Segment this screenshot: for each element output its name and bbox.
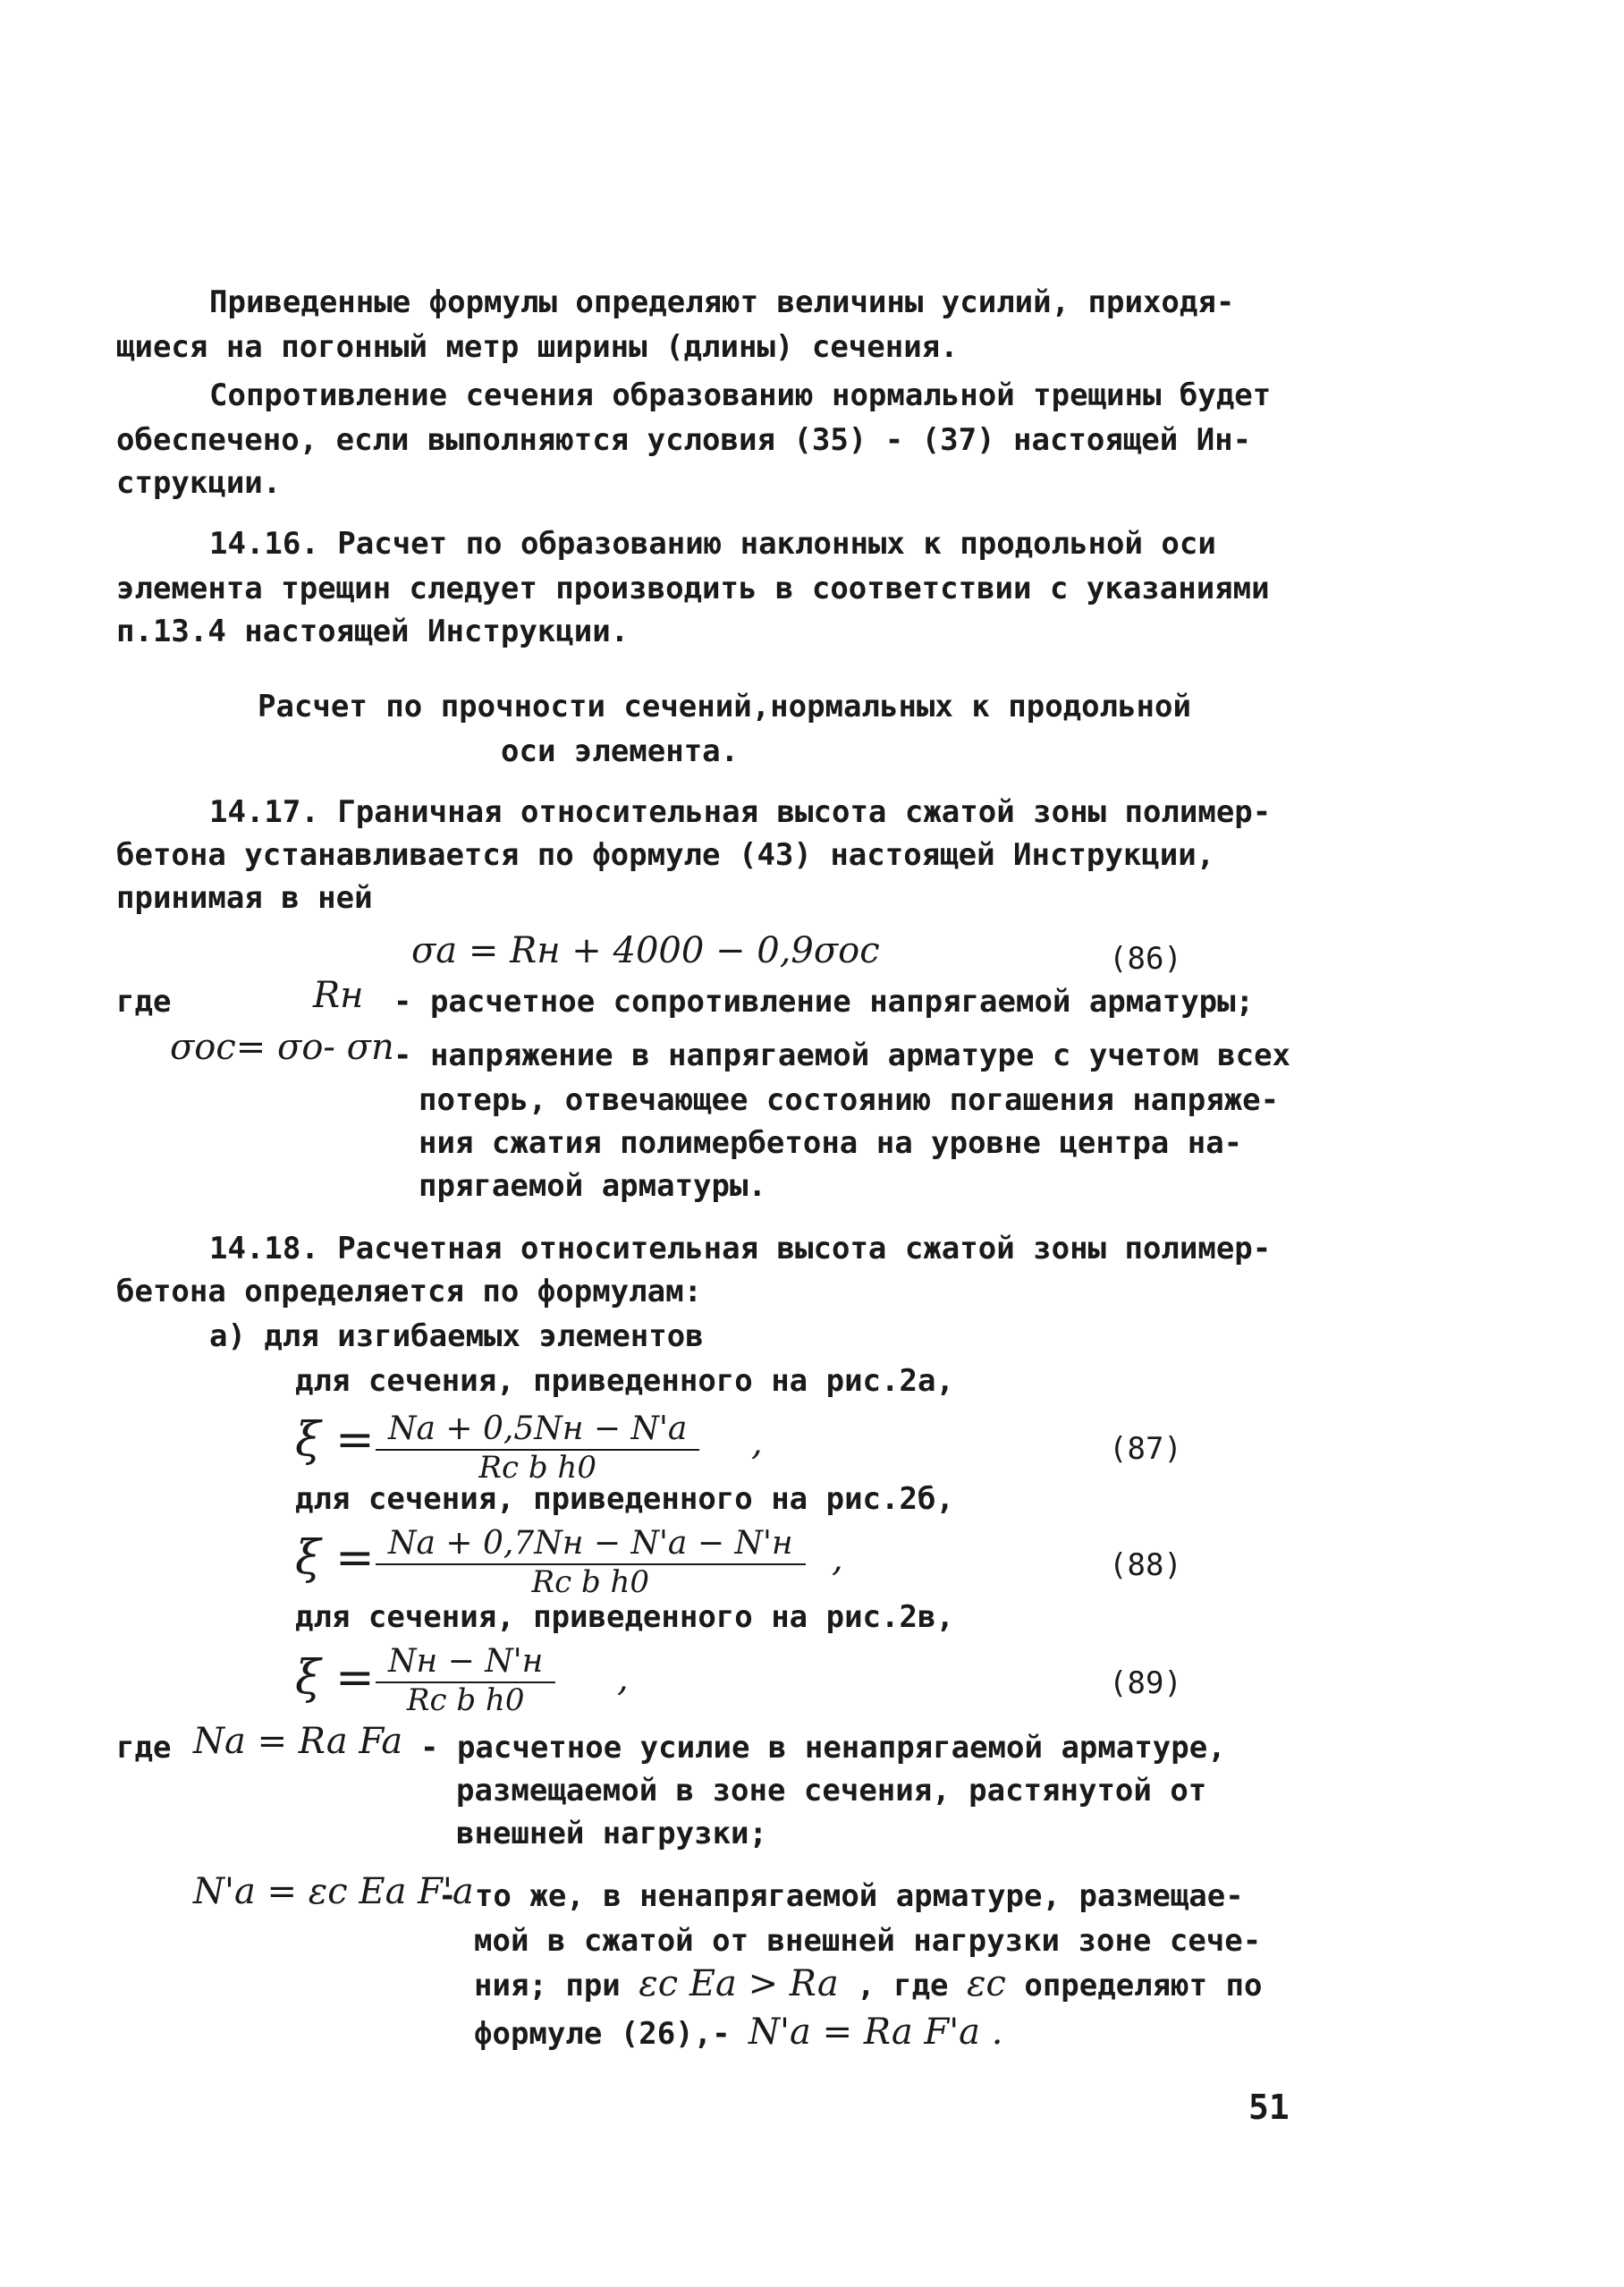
def2-symbol: σoc= σo- σn xyxy=(170,1027,394,1068)
eq88-numerator: Na + 0,7Nн − N'a − N'н xyxy=(376,1526,806,1565)
p4-line-2: бетона устанавливается по формуле (43) настоящей Инструкции, xyxy=(116,837,1215,873)
eq87-tail: , xyxy=(751,1422,763,1463)
def3-line-1: - расчетное усилие в ненапрягаемой арматуре, xyxy=(420,1730,1226,1766)
p5-line-1: 14.18. Расчетная относительная высота сжатой зоны полимер- xyxy=(209,1231,1272,1266)
equation-88-number: (88) xyxy=(1109,1547,1182,1583)
eq88-fraction xyxy=(376,1526,806,1599)
def4-line-3-formula: εc Ea > Ra xyxy=(639,1963,839,2004)
def2-line-4: прягаемой арматуры. xyxy=(419,1168,766,1204)
def4-line-1: - то же, в ненапрягаемой арматуре, размещае- xyxy=(438,1878,1244,1914)
def3-where: где xyxy=(116,1730,172,1766)
eq89-caption: для сечения, приведенного на рис.2в, xyxy=(295,1599,954,1635)
eq89-fraction xyxy=(376,1644,555,1717)
def4-line-3-c: определяют по xyxy=(1005,1968,1263,2003)
eq89-denominator: Rc b h0 xyxy=(406,1682,525,1718)
def3-line-3: внешней нагрузки; xyxy=(456,1816,767,1851)
equation-87-number: (87) xyxy=(1109,1431,1182,1467)
equation-86-number: (86) xyxy=(1109,941,1182,977)
p4-line-3: принимая в ней xyxy=(116,880,373,916)
def4-line-3-a: ния; при xyxy=(474,1968,639,2003)
def1-symbol: Rн xyxy=(313,975,364,1016)
p4-line-1: 14.17. Граничная относительная высота сжатой зоны полимер- xyxy=(209,794,1272,830)
p2-line-2: обеспечено, если выполняются условия (35) - (37) настоящей Ин- xyxy=(116,422,1252,458)
def4-line-3 xyxy=(474,1963,1263,2004)
p3-line-1: 14.16. Расчет по образованию наклонных к продольной оси xyxy=(209,526,1216,562)
eq88-denominator: Rc b h0 xyxy=(531,1564,650,1600)
p1-line-1: Приведенные формулы определяют величины усилий, приходя- xyxy=(209,284,1235,320)
eq87-caption: для сечения, приведенного на рис.2а, xyxy=(295,1363,954,1399)
def1-text: - расчетное сопротивление напрягаемой арматуры; xyxy=(393,984,1255,1020)
eq89-numerator: Nн − N'н xyxy=(376,1644,555,1683)
def4-line-3-eps: εc xyxy=(967,1963,1006,2004)
eq87-xi: ξ = xyxy=(295,1413,375,1467)
eq89-tail: , xyxy=(617,1658,629,1699)
p3-line-3: п.13.4 настоящей Инструкции. xyxy=(116,614,630,649)
p2-line-3: струкции. xyxy=(116,465,282,501)
def4-line-3-b: , где xyxy=(838,1968,967,2003)
eq87-denominator: Rc b h0 xyxy=(478,1450,596,1486)
eq88-tail: , xyxy=(832,1538,843,1580)
eq88-caption: для сечения, приведенного на рис.2б, xyxy=(295,1481,954,1517)
equation-86: σa = Rн + 4000 − 0,9σoc xyxy=(411,930,880,971)
page-number: 51 xyxy=(1248,2088,1290,2127)
eq89-xi: ξ = xyxy=(295,1651,375,1705)
eq88-xi: ξ = xyxy=(295,1531,375,1585)
def4-line-4 xyxy=(474,2014,1002,2052)
p3-line-2: элемента трещин следует производить в соответствии с указаниями xyxy=(116,571,1270,606)
p2-line-1: Сопротивление сечения образованию нормальной трещины будет xyxy=(209,377,1272,413)
def3-symbol: Na = Ra Fa xyxy=(193,1721,403,1762)
eq87-fraction xyxy=(376,1411,699,1485)
def4-line-2: мой в сжатой от внешней нагрузки зоне сече- xyxy=(474,1923,1262,1959)
p1-line-2: щиеся на погонный метр ширины (длины) сечения. xyxy=(116,329,959,365)
section-heading-line-2: оси элемента. xyxy=(501,733,740,769)
def4-line-4-a: формуле (26),- xyxy=(474,2016,749,2052)
equation-89-number: (89) xyxy=(1109,1665,1182,1701)
def1-where: где xyxy=(116,984,172,1020)
eq87-numerator: Na + 0,5Nн − N'a xyxy=(376,1411,699,1451)
def2-line-2: потерь, отвечающее состоянию погашения напряже- xyxy=(419,1082,1280,1118)
def2-line-3: ния сжатия полимербетона на уровне центра на- xyxy=(419,1125,1243,1161)
p5-line-2: бетона определяется по формулам: xyxy=(116,1274,703,1309)
def4-line-4-formula: N'a = Ra F'a . xyxy=(749,2012,1003,2053)
def4-symbol: N'a = εc Ea F'a xyxy=(193,1871,474,1912)
section-heading-line-1: Расчет по прочности сечений,нормальных к продольной xyxy=(258,689,1191,724)
def3-line-2: размещаемой в зоне сечения, растянутой от xyxy=(456,1773,1207,1808)
def2-line-1: - напряжение в напрягаемой арматуре с учетом всех xyxy=(393,1038,1291,1073)
p5-line-3: а) для изгибаемых элементов xyxy=(209,1318,704,1354)
